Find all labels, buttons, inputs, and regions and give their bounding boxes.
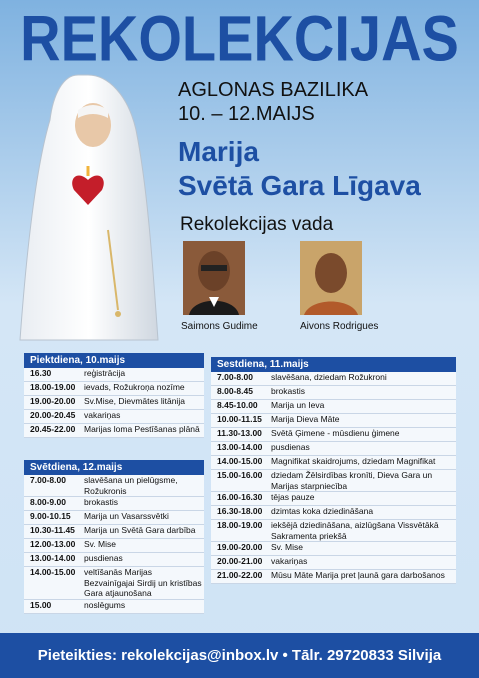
time-cell: 11.30-13.00	[211, 428, 269, 442]
contact-footer: Pieteikties: rekolekcijas@inbox.lv • Tālr. 29720833 Silvija	[0, 633, 479, 678]
event-cell: tējas pauze	[269, 492, 456, 506]
event-cell: vakariņas	[82, 410, 204, 424]
table-row	[211, 506, 456, 520]
event-cell: reģistrācija	[82, 368, 204, 382]
table-row	[211, 386, 456, 400]
event-cell: pusdienas	[269, 442, 456, 456]
saturday-heading: Sestdiena, 11.maijs	[211, 357, 456, 372]
time-cell: 13.00-14.00	[211, 442, 269, 456]
event-cell: Marija un Svētā Gara darbība	[82, 525, 204, 539]
event-cell: Sv. Mise	[82, 539, 204, 553]
saturday-schedule	[211, 357, 456, 584]
time-cell: 13.00-14.00	[24, 553, 82, 567]
table-row	[24, 382, 204, 396]
event-cell: ievads, Rožukroņa nozīme	[82, 382, 204, 396]
table-row	[24, 368, 204, 382]
time-cell: 12.00-13.00	[24, 539, 82, 553]
time-cell: 20.00-20.45	[24, 410, 82, 424]
table-row	[211, 414, 456, 428]
event-cell: brokastis	[82, 497, 204, 511]
sunday-heading: Svētdiena, 12.maijs	[24, 460, 204, 475]
time-cell: 7.00-8.00	[24, 475, 82, 497]
time-cell: 15.00	[24, 599, 82, 613]
table-row	[24, 497, 204, 511]
friday-table	[24, 368, 204, 438]
table-row	[211, 372, 456, 386]
table-row	[24, 410, 204, 424]
table-row	[24, 525, 204, 539]
location-text: AGLONAS BAZILIKA	[178, 79, 369, 101]
speaker-photo-1	[183, 241, 245, 315]
table-row	[211, 542, 456, 556]
sunday-schedule	[24, 460, 204, 614]
table-row	[211, 492, 456, 506]
table-row	[24, 553, 204, 567]
table-row	[24, 567, 204, 600]
time-cell: 10.30-11.45	[24, 525, 82, 539]
theme-line-1: Marija	[178, 136, 259, 167]
time-cell: 8.00-8.45	[211, 386, 269, 400]
speaker-name-2: Aivons Rodrigues	[300, 321, 379, 332]
table-row	[24, 396, 204, 410]
time-cell: 16.30-18.00	[211, 506, 269, 520]
event-cell: Marija un Ieva	[269, 400, 456, 414]
virgin-mary-statue-image	[8, 70, 173, 345]
table-row	[24, 539, 204, 553]
event-cell: dziedam Žēlsirdības kronīti, Dieva Gara un Marijas starpniecība	[269, 470, 456, 492]
table-row	[24, 599, 204, 613]
event-cell: Marijas loma Pestīšanas plānā	[82, 424, 204, 438]
time-cell: 15.00-16.00	[211, 470, 269, 492]
event-cell: noslēgums	[82, 599, 204, 613]
event-cell: brokastis	[269, 386, 456, 400]
time-cell: 14.00-15.00	[211, 456, 269, 470]
event-cell: Marija un Vasarssvētki	[82, 511, 204, 525]
time-cell: 16.30	[24, 368, 82, 382]
time-cell: 9.00-10.15	[24, 511, 82, 525]
theme-line-2: Svētā Gara Līgava	[178, 170, 421, 201]
time-cell: 18.00-19.00	[24, 382, 82, 396]
time-cell: 8.45-10.00	[211, 400, 269, 414]
led-by-text: Rekolekcijas vada	[180, 214, 334, 235]
table-row	[211, 456, 456, 470]
time-cell: 19.00-20.00	[24, 396, 82, 410]
event-cell: Svētā Ģimene - mūsdienu ģimene	[269, 428, 456, 442]
time-cell: 10.00-11.15	[211, 414, 269, 428]
time-cell: 18.00-19.00	[211, 520, 269, 542]
table-row	[211, 570, 456, 584]
time-cell: 7.00-8.00	[211, 372, 269, 386]
speaker-photo-2	[300, 241, 362, 315]
event-cell: Sv.Mise, Dievmātes litānija	[82, 396, 204, 410]
time-cell: 20.45-22.00	[24, 424, 82, 438]
table-row	[211, 470, 456, 492]
event-cell: Marija Dieva Māte	[269, 414, 456, 428]
event-cell: dzimtas koka dziedināšana	[269, 506, 456, 520]
event-cell: pusdienas	[82, 553, 204, 567]
table-row	[24, 475, 204, 497]
table-row	[211, 428, 456, 442]
friday-schedule	[24, 353, 204, 438]
saturday-table	[211, 372, 456, 584]
event-cell: slavēšana, dziedam Rožukroni	[269, 372, 456, 386]
table-row	[24, 424, 204, 438]
event-cell: slavēšana un pielūgsme, Rožukronis	[82, 475, 204, 497]
event-cell: vakariņas	[269, 556, 456, 570]
table-row	[24, 511, 204, 525]
dates-text: 10. – 12.MAIJS	[178, 103, 315, 125]
time-cell: 14.00-15.00	[24, 567, 82, 600]
table-row	[211, 400, 456, 414]
time-cell: 21.00-22.00	[211, 570, 269, 584]
time-cell: 16.00-16.30	[211, 492, 269, 506]
time-cell: 20.00-21.00	[211, 556, 269, 570]
table-row	[211, 556, 456, 570]
friday-heading: Piektdiena, 10.maijs	[24, 353, 204, 368]
time-cell: 19.00-20.00	[211, 542, 269, 556]
sunday-table	[24, 475, 204, 614]
time-cell: 8.00-9.00	[24, 497, 82, 511]
event-cell: Sv. Mise	[269, 542, 456, 556]
table-row	[211, 520, 456, 542]
event-cell: veltīšanās Marijas Bezvainīgajai Sirdij un kristības Gara atjaunošana	[82, 567, 204, 600]
speaker-name-1: Saimons Gudime	[181, 321, 258, 332]
event-cell: Magnifikat skaidrojums, dziedam Magnifikat	[269, 456, 456, 470]
event-cell: iekšējā dziedināšana, aizlūgšana Vissvētākā Sakramenta priekšā	[269, 520, 456, 542]
event-cell: Mūsu Māte Marija pret ļaunā gara darbošanos	[269, 570, 456, 584]
table-row	[211, 442, 456, 456]
page-title: REKOLEKCIJAS	[20, 2, 459, 75]
